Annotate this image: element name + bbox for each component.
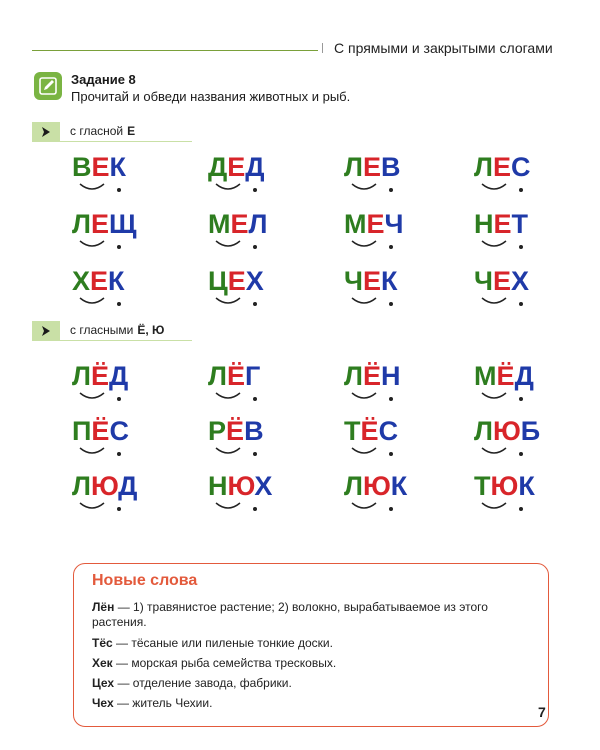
word-letters [208, 152, 265, 183]
new-words-title: Новые слова [92, 572, 198, 589]
consonant-letter: В [72, 152, 92, 182]
syllable-mark [474, 239, 534, 253]
vowel-letter: Е [91, 152, 110, 182]
word-letters [72, 209, 136, 240]
consonant-letter: Л [208, 361, 227, 391]
vowel-letter: Е [90, 209, 109, 239]
arc-mark [482, 448, 506, 453]
header-title: С прямыми и закрытыми слогами [334, 40, 553, 56]
dot-mark [389, 507, 393, 511]
arc-mark [80, 393, 104, 398]
dot-mark [253, 397, 257, 401]
arc-mark [80, 448, 104, 453]
vowel-letter: Ю [490, 471, 519, 501]
vowel-letter: Ю [90, 471, 119, 501]
vowel-letter: Е [493, 209, 512, 239]
syllable-mark [208, 501, 268, 515]
syllable-mark [72, 446, 132, 460]
syllable-mark [208, 296, 268, 310]
syllable-word [72, 266, 152, 310]
arc-mark [482, 184, 506, 189]
task-text: Прочитай и обведи названия животных и рыб. [71, 89, 351, 104]
dot-mark [253, 452, 257, 456]
word-letters [208, 361, 260, 392]
word-letters [344, 152, 400, 183]
consonant-letter: Л [72, 209, 91, 239]
syllable-mark [474, 182, 534, 196]
syllable-mark [474, 501, 534, 515]
arc-mark [482, 393, 506, 398]
word-letters [474, 471, 535, 502]
word-letters [474, 266, 529, 297]
syllable-mark [344, 296, 404, 310]
syllable-word [208, 152, 288, 196]
arc-mark [352, 241, 376, 246]
word-letters [474, 361, 534, 392]
consonant-letter: К [108, 266, 125, 296]
syllable-word [474, 361, 554, 405]
consonant-letter: Л [72, 361, 91, 391]
word-letters [474, 209, 528, 240]
consonant-letter: Х [254, 471, 273, 501]
section-e [32, 122, 192, 142]
syllable-word [344, 266, 424, 310]
syllable-mark [208, 391, 268, 405]
consonant-letter: Ц [208, 266, 228, 296]
consonant-letter: В [380, 152, 401, 182]
syllable-mark [72, 296, 132, 310]
syllable-mark [208, 446, 268, 460]
consonant-letter: П [72, 416, 92, 446]
consonant-letter: Д [245, 152, 265, 182]
consonant-letter: Ч [384, 209, 404, 239]
vowel-letter: Ё [496, 361, 515, 391]
consonant-letter: Х [245, 266, 264, 296]
arc-mark [80, 241, 104, 246]
syllable-mark [208, 182, 268, 196]
syllable-mark [474, 391, 534, 405]
consonant-letter: Д [118, 471, 138, 501]
syllable-word [344, 209, 424, 253]
word-letters [72, 266, 125, 297]
definition-len: Лён — 1) травянистое растение; 2) волокно, вырабатываемое из этого растения. [92, 600, 488, 629]
arrow-box [32, 122, 60, 142]
consonant-letter: Л [474, 152, 493, 182]
syllable-word [474, 471, 554, 515]
dot-mark [519, 397, 523, 401]
arc-mark [352, 184, 376, 189]
task-title: Задание 8 [71, 72, 136, 87]
vowel-letter: Е [227, 266, 246, 296]
page-number: 7 [538, 704, 546, 720]
definition-tyos: Тёс — тёсаные или пиленые тонкие доски. [92, 636, 333, 650]
syllable-mark [72, 239, 132, 253]
syllable-word [208, 471, 288, 515]
word-letters [344, 209, 404, 240]
vowel-letter: Ю [362, 471, 391, 501]
dot-mark [117, 302, 121, 306]
word-letters [208, 416, 264, 447]
word-letters [72, 152, 126, 183]
word-letters [344, 361, 401, 392]
word-letters [208, 266, 264, 297]
arrow-right-icon [40, 325, 52, 337]
dot-mark [117, 452, 121, 456]
consonant-letter: Н [474, 209, 494, 239]
vowel-letter: Е [230, 209, 249, 239]
consonant-letter: Л [474, 416, 493, 446]
syllable-word [474, 209, 554, 253]
vowel-letter: Ю [227, 471, 255, 501]
arrow-right-icon [40, 126, 52, 138]
vowel-letter: Е [492, 266, 511, 296]
vowel-letter: Е [227, 152, 246, 182]
dot-mark [253, 188, 257, 192]
syllable-word [474, 152, 554, 196]
syllable-word [344, 416, 424, 460]
vowel-letter: Ё [360, 416, 379, 446]
syllable-word [474, 416, 554, 460]
consonant-letter: Г [245, 361, 261, 391]
consonant-letter: Д [109, 361, 129, 391]
section-label: с гласными Ё, Ю [70, 323, 165, 337]
syllable-mark [208, 239, 268, 253]
section-rule [60, 141, 192, 142]
vowel-letter: Ё [226, 361, 246, 391]
consonant-letter: Л [344, 361, 363, 391]
dot-mark [253, 302, 257, 306]
dot-mark [117, 188, 121, 192]
consonant-letter: К [390, 471, 408, 501]
consonant-letter: Д [208, 152, 228, 182]
dot-mark [253, 507, 257, 511]
arc-mark [482, 298, 506, 303]
dot-mark [519, 507, 523, 511]
syllable-word [344, 152, 424, 196]
header-divider [322, 43, 323, 53]
syllable-mark [72, 501, 132, 515]
arc-mark [482, 503, 506, 508]
syllable-word [474, 266, 554, 310]
syllable-word [72, 416, 152, 460]
arc-mark [80, 298, 104, 303]
definition-chekh: Чех — житель Чехии. [92, 696, 213, 710]
dot-mark [389, 188, 393, 192]
consonant-letter: Б [520, 416, 541, 446]
vowel-letter: Ё [91, 416, 110, 446]
consonant-letter: С [378, 416, 399, 446]
dot-mark [389, 452, 393, 456]
consonant-letter: С [109, 416, 129, 446]
dot-mark [389, 245, 393, 249]
arc-mark [482, 241, 506, 246]
dot-mark [389, 397, 393, 401]
dot-mark [117, 507, 121, 511]
consonant-letter: Ч [474, 266, 493, 296]
consonant-letter: К [518, 471, 535, 501]
syllable-word [72, 152, 152, 196]
dot-mark [519, 302, 523, 306]
consonant-letter: К [109, 152, 126, 182]
section-yo-yu [32, 321, 192, 341]
consonant-letter: К [381, 266, 398, 296]
syllable-mark [344, 501, 404, 515]
header-rule [32, 50, 318, 51]
syllable-word [72, 361, 152, 405]
word-letters [208, 209, 267, 240]
consonant-letter: Л [344, 152, 363, 182]
arrow-box [32, 321, 60, 341]
word-letters [72, 471, 137, 502]
vowel-letter: Е [492, 152, 511, 182]
arc-mark [352, 393, 376, 398]
arc-mark [352, 448, 376, 453]
arc-mark [352, 503, 376, 508]
consonant-letter: Т [474, 471, 491, 501]
syllable-mark [344, 182, 404, 196]
syllable-mark [72, 391, 132, 405]
word-letters [72, 361, 128, 392]
consonant-letter: Щ [108, 209, 137, 239]
syllable-mark [72, 182, 132, 196]
syllable-word [72, 209, 152, 253]
consonant-letter: В [244, 416, 264, 446]
syllable-word [72, 471, 152, 515]
arc-mark [216, 298, 240, 303]
dot-mark [389, 302, 393, 306]
section-label: с гласной Е [70, 124, 136, 138]
word-letters [474, 416, 540, 447]
dot-mark [519, 245, 523, 249]
vowel-letter: Ё [90, 361, 110, 391]
vowel-letter: Ё [362, 361, 382, 391]
consonant-letter: Д [514, 361, 534, 391]
arc-mark [216, 241, 240, 246]
arc-mark [216, 448, 240, 453]
section-rule [60, 340, 192, 341]
arc-mark [216, 393, 240, 398]
syllable-mark [344, 446, 404, 460]
consonant-letter: С [510, 152, 531, 182]
dot-mark [117, 245, 121, 249]
dot-mark [117, 397, 121, 401]
definition-khek: Хек — морская рыба семейства тресковых. [92, 656, 337, 670]
new-words-box [73, 563, 549, 727]
consonant-letter: М [208, 209, 231, 239]
vowel-letter: Е [90, 266, 109, 296]
consonant-letter: Н [381, 361, 401, 391]
vowel-letter: Е [362, 152, 381, 182]
syllable-word [208, 266, 288, 310]
consonant-letter: Л [248, 209, 268, 239]
syllable-mark [474, 296, 534, 310]
syllable-word [208, 209, 288, 253]
dot-mark [519, 452, 523, 456]
consonant-letter: Л [344, 471, 363, 501]
dot-mark [519, 188, 523, 192]
consonant-letter: М [474, 361, 497, 391]
vowel-letter: Ю [492, 416, 521, 446]
word-letters [474, 152, 530, 183]
syllable-word [208, 416, 288, 460]
consonant-letter: М [344, 209, 367, 239]
arc-mark [216, 184, 240, 189]
word-letters [344, 266, 397, 297]
consonant-letter: Т [511, 209, 529, 239]
syllable-word [208, 361, 288, 405]
vowel-letter: Е [366, 209, 385, 239]
consonant-letter: Н [208, 471, 228, 501]
vowel-letter: Е [362, 266, 381, 296]
pencil-icon [38, 76, 58, 96]
consonant-letter: Ч [344, 266, 363, 296]
consonant-letter: Х [511, 266, 530, 296]
syllable-mark [474, 446, 534, 460]
word-letters [72, 416, 129, 447]
dot-mark [253, 245, 257, 249]
syllable-mark [344, 391, 404, 405]
arc-mark [216, 503, 240, 508]
word-letters [344, 416, 398, 447]
consonant-letter: Л [72, 471, 91, 501]
consonant-letter: Х [72, 266, 91, 296]
syllable-word [344, 471, 424, 515]
word-letters [344, 471, 407, 502]
consonant-letter: Т [344, 416, 361, 446]
arc-mark [80, 503, 104, 508]
word-letters [208, 471, 272, 502]
arc-mark [352, 298, 376, 303]
vowel-letter: Ё [226, 416, 245, 446]
syllable-word [344, 361, 424, 405]
arc-mark [80, 184, 104, 189]
definition-tsekh: Цех — отделение завода, фабрики. [92, 676, 292, 690]
consonant-letter: Р [208, 416, 227, 446]
syllable-mark [344, 239, 404, 253]
task-icon-box [34, 72, 62, 100]
